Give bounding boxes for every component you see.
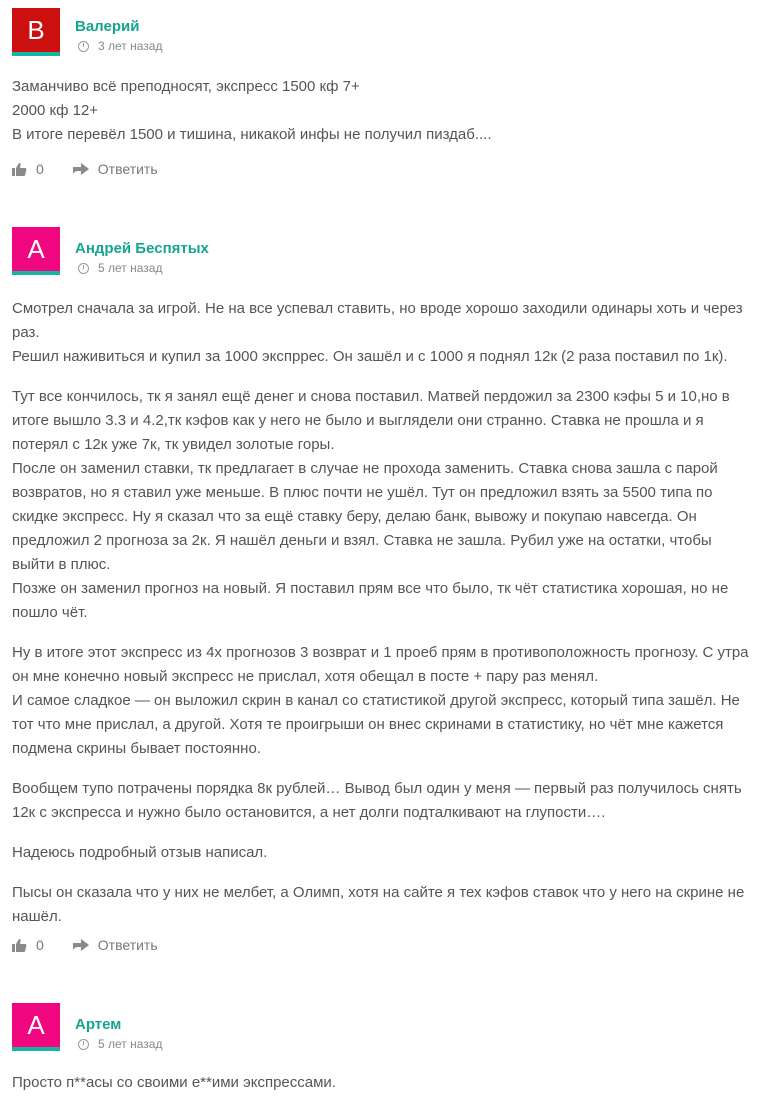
- comment-author[interactable]: Артем: [75, 1016, 122, 1033]
- comment-actions: [12, 161, 158, 177]
- reply-label: Ответить: [97, 161, 158, 177]
- comment-time[interactable]: 5 лет назад: [98, 1037, 163, 1051]
- like-count: 0: [36, 937, 44, 953]
- comment-paragraph: Надеюсь подробный отзыв написал.: [12, 844, 268, 861]
- thumbs-up-icon: [12, 939, 27, 952]
- comment-paragraph: Заманчиво всё преподносят, экспресс 1500 кф 7+ 2000 кф 12+ В итоге перевёл 1500 и тишина, никакой инфы не получил пиздаб....: [12, 78, 492, 143]
- clock-icon: [78, 263, 89, 274]
- comment-paragraph: Тут все кончилось, тк я занял ещё денег и снова поставил. Матвей пердожил за 2300 кэфы 5 и 10,но в итоге вышло 3.3 и 4.2,тк кэфов как у него не было и выглядели они странно. Ставка не прошла и я потерял с 12к уже 7к, тк увидел золотые горы. После он заменил ставки, тк предлагает в случае не прохода заменить. Ставка снова зашла с парой возвратов, но я ставил уже меньше. В плюс почти не ушёл. Тут он предложил взять за 5500 типа по скидке экспресс. Ну я сказал что за ещё ставку беру, делаю банк, вывожу и покупаю навсегда. Он предложил 2 прогноза за 2к. Я нашёл деньги и взял. Ставка не зашла. Рубил уже на остатки, чтобы выйти в плюс. Позже он заменил прогноз на новый. Я поставил прям все что было, тк чёт статистика хорошая, но не пошло чёт.: [12, 388, 730, 621]
- comment-paragraph: Вообщем тупо потрачены порядка 8к рублей… Вывод был один у меня — первый раз получилось снять 12к с экспресса и нужно было остановится, а нет долги подталкивают на глупости….: [12, 780, 742, 821]
- reply-label: Ответить: [97, 937, 158, 953]
- avatar: А: [12, 227, 60, 275]
- like-button[interactable]: [12, 161, 44, 177]
- clock-icon: [78, 41, 89, 52]
- comment-body: [12, 75, 752, 163]
- comment-meta: [78, 1037, 162, 1051]
- reply-arrow-icon: [73, 163, 89, 175]
- comment-paragraph: Пысы он сказала что у них не мелбет, а Олимп, хотя на сайте я тех кэфов ставок что у него на скрине не нашёл.: [12, 884, 745, 925]
- thumbs-up-icon: [12, 163, 27, 176]
- reply-arrow-icon: [73, 939, 89, 951]
- comment-paragraph: Ну в итоге этот экспресс из 4х прогнозов 3 возврат и 1 проеб прям в противоположность прогнозу. С утра он мне конечно новый экспресс не прислал, хотя обещал в посте + пару раз менял. И самое сладкое — он выложил скрин в канал со статистикой другой экспресс, который типа зашёл. Не тот что мне прислал, а другой. Хотя те проигрыши он внес скринами в статистику, но чёт мне кажется подмена скрины бывает постоянно.: [12, 644, 749, 757]
- comment-time[interactable]: 3 лет назад: [98, 39, 163, 53]
- comment-body: [12, 1071, 752, 1111]
- comment-author[interactable]: Андрей Беспятых: [75, 240, 209, 257]
- like-button[interactable]: [12, 937, 44, 953]
- comment-author[interactable]: Валерий: [75, 18, 140, 35]
- comment-actions: [12, 937, 158, 953]
- like-count: 0: [36, 161, 44, 177]
- avatar: В: [12, 8, 60, 56]
- comment-paragraph: Смотрел сначала за игрой. Не на все успевал ставить, но вроде хорошо заходили одинары хоть и через раз. Решил наживиться и купил за 1000 экспррес. Он зашёл и с 1000 я поднял 12к (2 раза поставил по 1к).: [12, 300, 743, 365]
- comment-body: [12, 297, 752, 945]
- avatar: А: [12, 1003, 60, 1051]
- comment-meta: [78, 39, 162, 53]
- reply-button[interactable]: [73, 937, 158, 953]
- comment-paragraph: Просто п**асы со своими е**ими экспрессами.: [12, 1074, 336, 1091]
- comment-time[interactable]: 5 лет назад: [98, 261, 163, 275]
- reply-button[interactable]: [73, 161, 158, 177]
- comment-meta: [78, 261, 162, 275]
- clock-icon: [78, 1039, 89, 1050]
